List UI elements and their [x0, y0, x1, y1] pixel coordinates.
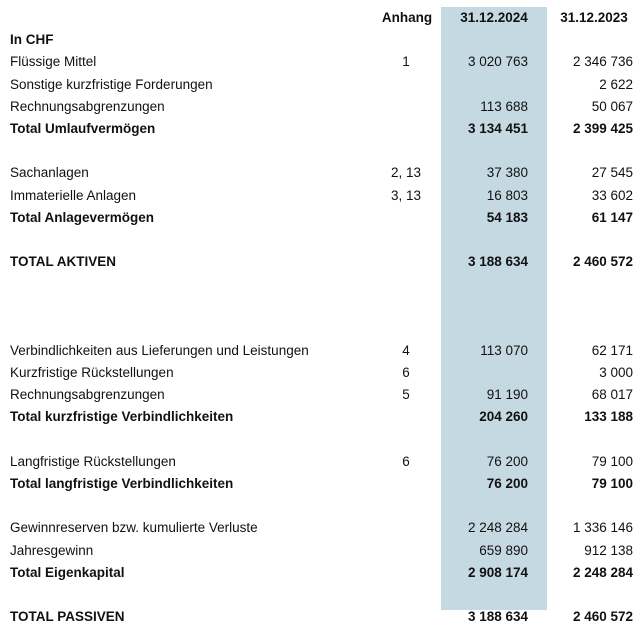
row-value-2023: 33 602 — [591, 187, 633, 203]
balance-sheet-table — [0, 7, 641, 628]
row-value-2023: 2 248 284 — [572, 564, 633, 580]
table-row — [0, 51, 641, 73]
row-value-2023: 2 346 736 — [572, 54, 633, 70]
row-value-2023: 2 622 — [599, 76, 633, 92]
row-label: Langfristige Rückstellungen — [10, 453, 176, 469]
row-label: Total kurzfristige Verbindlichkeiten — [10, 409, 234, 425]
table-row — [0, 606, 641, 628]
row-value-2023: 50 067 — [591, 98, 633, 114]
row-value-2023: 79 100 — [591, 475, 633, 491]
table-row — [0, 584, 641, 606]
table-row — [0, 540, 641, 562]
row-label: Total Umlaufvermögen — [10, 120, 156, 136]
table-row — [0, 517, 641, 539]
row-value-2024: 2 248 284 — [467, 520, 528, 536]
row-value-2023: 2 399 425 — [572, 120, 633, 136]
table-row — [0, 429, 641, 451]
row-note: 4 — [402, 342, 410, 358]
header-row — [0, 7, 641, 29]
row-label: Rechnungsabgrenzungen — [10, 387, 165, 403]
row-value-2023: 3 000 — [599, 365, 633, 380]
row-label: Flüssige Mittel — [10, 54, 97, 70]
table-row — [0, 251, 641, 273]
table-row — [0, 29, 641, 51]
row-value-2023: 68 017 — [591, 387, 633, 403]
table-row — [0, 207, 641, 229]
row-label: Kurzfristige Rückstellungen — [10, 365, 174, 380]
table-row — [0, 473, 641, 495]
table-body — [0, 29, 641, 628]
row-value-2024: 659 890 — [479, 542, 528, 558]
header-col-2024: 31.12.2024 — [460, 10, 528, 25]
row-value-2024: 54 183 — [486, 209, 528, 225]
row-value-2024: 76 200 — [486, 453, 528, 469]
row-value-2023: 912 138 — [584, 542, 633, 558]
row-label: Total Eigenkapital — [10, 564, 125, 580]
row-note: 3, 13 — [390, 187, 422, 203]
row-label: In CHF — [10, 32, 54, 48]
row-value-2024: 91 190 — [486, 387, 528, 403]
table-row — [0, 451, 641, 473]
row-value-2023: 27 545 — [591, 165, 633, 181]
row-value-2023: 2 460 572 — [572, 609, 633, 625]
row-value-2023: 133 188 — [584, 409, 633, 425]
table-row — [0, 140, 641, 162]
row-value-2024: 37 380 — [486, 165, 528, 181]
row-label: Verbindlichkeiten aus Lieferungen und Leistungen — [10, 342, 309, 358]
row-note: 6 — [402, 453, 410, 469]
row-label: Sonstige kurzfristige Forderungen — [10, 76, 213, 92]
row-label: Jahresgewinn — [10, 542, 94, 558]
row-value-2024: 113 070 — [480, 342, 528, 358]
row-label: Rechnungsabgrenzungen — [10, 98, 165, 114]
table-row — [0, 185, 641, 207]
header-col-2023: 31.12.2023 — [560, 10, 628, 25]
header-anhang: Anhang — [381, 10, 433, 25]
row-value-2024: 3 134 451 — [467, 120, 528, 136]
row-value-2023: 62 171 — [591, 342, 633, 358]
table-row — [0, 74, 641, 96]
row-label: Total langfristige Verbindlichkeiten — [10, 475, 234, 491]
row-label: TOTAL AKTIVEN — [10, 254, 117, 270]
row-label: Immaterielle Anlagen — [10, 187, 137, 203]
table-row — [0, 384, 641, 406]
row-value-2024: 2 908 174 — [467, 564, 528, 580]
row-value-2024: 204 260 — [479, 409, 528, 425]
row-value-2023: 61 147 — [591, 209, 633, 225]
table-row — [0, 406, 641, 428]
table-row — [0, 495, 641, 517]
row-value-2024: 76 200 — [486, 475, 528, 491]
row-label: Total Anlagevermögen — [10, 209, 155, 225]
row-note: 2, 13 — [390, 165, 422, 181]
table-row — [0, 340, 641, 362]
row-value-2023: 2 460 572 — [572, 254, 633, 270]
row-value-2023: 1 336 146 — [572, 520, 633, 536]
row-value-2024: 3 188 634 — [467, 254, 528, 270]
row-note: 1 — [402, 54, 410, 70]
table-row — [0, 162, 641, 184]
row-label: Gewinnreserven bzw. kumulierte Verluste — [10, 520, 258, 536]
row-label: TOTAL PASSIVEN — [10, 609, 125, 625]
row-note: 6 — [402, 365, 410, 380]
row-value-2024: 113 688 — [480, 98, 528, 114]
row-label: Sachanlagen — [10, 165, 89, 181]
row-value-2024: 3 020 763 — [467, 54, 528, 70]
table-row — [0, 118, 641, 140]
table-row — [0, 96, 641, 118]
table-row — [0, 295, 641, 317]
row-value-2024: 3 188 634 — [467, 609, 528, 625]
row-value-2023: 79 100 — [591, 453, 633, 469]
table-row — [0, 273, 641, 295]
table-row — [0, 362, 641, 384]
table-row — [0, 229, 641, 251]
table-row — [0, 318, 641, 340]
row-value-2024: 16 803 — [486, 187, 528, 203]
table-row — [0, 562, 641, 584]
row-note: 5 — [402, 387, 410, 403]
